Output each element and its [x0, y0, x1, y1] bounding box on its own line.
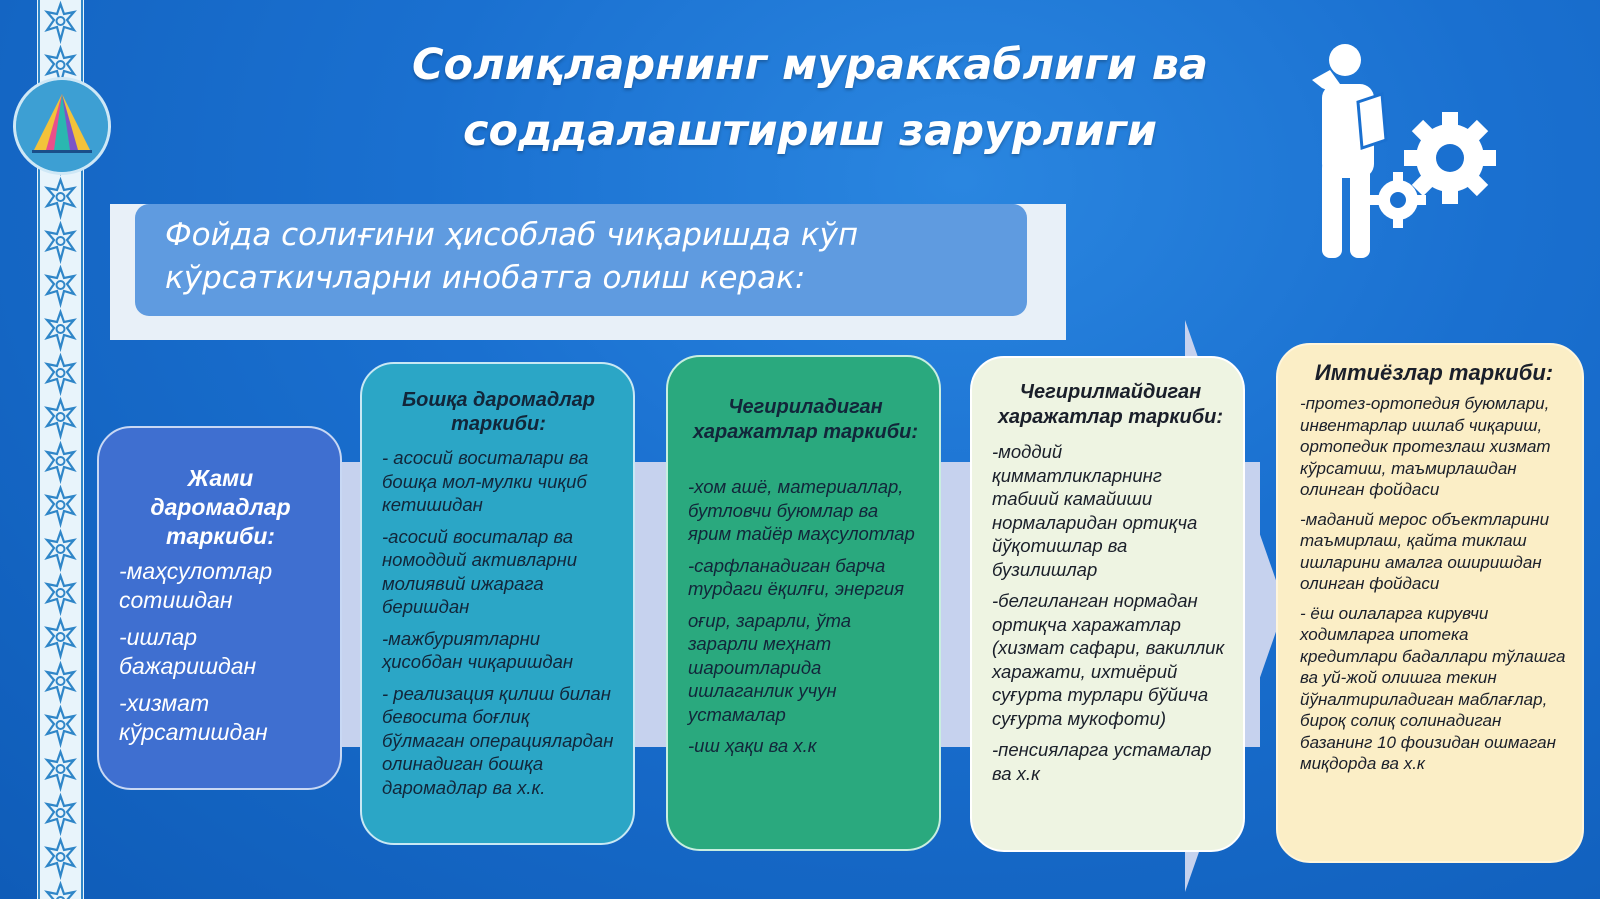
card-benefits	[1276, 343, 1584, 863]
card-item: -пенсияларга устамалар ва х.к	[992, 739, 1212, 784]
card-heading: Имтиёзлар таркиби:	[1314, 360, 1554, 385]
card-heading: Чегириладиган харажатлар таркиби:	[692, 396, 918, 443]
card-item: -белгиланган нормадан ортиқча харажатлар (хизмат сафари, вакиллик харажати, ихтиёрий суғурта турлари бўйича суғурта мукофоти)	[992, 590, 1225, 729]
tent-logo-icon	[16, 80, 108, 172]
card-heading: Бошқа даромадлар таркиби:	[402, 389, 595, 435]
card-item: -сарфланадиган барча турдаги ёқилғи, энергия	[688, 554, 905, 599]
card-total-income	[97, 426, 342, 790]
card-item: -маданий мерос объектларини таъмирлаш, қайта тиклаш ишларини амалга оширишдан олинган фойдаси	[1300, 509, 1550, 593]
card-item: -хом ашё, материаллар, бутловчи буюмлар ва ярим тайёр маҳсулотлар	[688, 476, 915, 544]
card-item: -хизмат кўрсатишдан	[119, 690, 268, 745]
card-heading: Жами даромадлар таркиби:	[150, 465, 291, 549]
card-deductible-expenses	[666, 355, 941, 851]
card-item: -маҳсулотлар сотишдан	[119, 558, 273, 613]
card-heading: Чегирилмайдиган харажатлар таркиби:	[997, 381, 1223, 428]
page-title	[380, 32, 1240, 164]
intro-line-2: кўрсаткичларни инобатга олиш керак:	[165, 260, 806, 296]
card-item: -мажбуриятларни ҳисобдан чиқаришдан	[382, 627, 574, 672]
card-item: - ёш оилаларга кирувчи ходимларга ипотека кредитлари бадаллари тўлашга ва уй-жой олишга текин йўналтириладиган маблағлар, бироқ солиқ солинадиган базанинг 10 фоизидан ошмаган миқдорда ва х.к	[1300, 603, 1566, 773]
title-line-2: соддалаштириш зарурлиги	[462, 106, 1158, 156]
person-with-document-and-gears-icon	[1300, 40, 1530, 270]
title-line-1: Солиқларнинг мураккаблиги ва	[412, 40, 1208, 90]
card-item: -асосий воситалар ва номоддий активларни молиявий ижарага беришдан	[382, 525, 578, 617]
card-item: -моддий қимматликларнинг табиий камайиши нормаларидан ортиқча йўқотишлар ва бузилишлар	[992, 441, 1198, 580]
card-item: -протез-ортопедия буюмлари, инвентарлар ишлаб чиқариш, ортопедик протезлаш хизмат кўрсатиш, таъмирлашдан олинган фойдаси	[1300, 394, 1551, 499]
card-item: оғир, зарарли, ўта зарарли меҳнат шароитларида ишлаганлик учун устамалар	[688, 609, 852, 725]
intro-text-box	[135, 204, 1027, 316]
card-item: - реализация қилиш билан бевосита боғлиқ бўлмаган операциялардан олинадиган бошқа даромадлар ва х.к.	[382, 682, 614, 798]
intro-line-1: Фойда солиғини ҳисоблаб чиқаришда кўп	[165, 217, 859, 253]
card-item: - асосий воситалари ва бошқа мол-мулки чиқиб кетишидан	[382, 447, 589, 515]
card-item: -ишлар бажаришдан	[119, 624, 257, 679]
card-item: -иш ҳақи ва х.к	[688, 735, 817, 756]
card-other-income	[360, 362, 635, 845]
card-nondeductible-expenses	[970, 356, 1245, 852]
